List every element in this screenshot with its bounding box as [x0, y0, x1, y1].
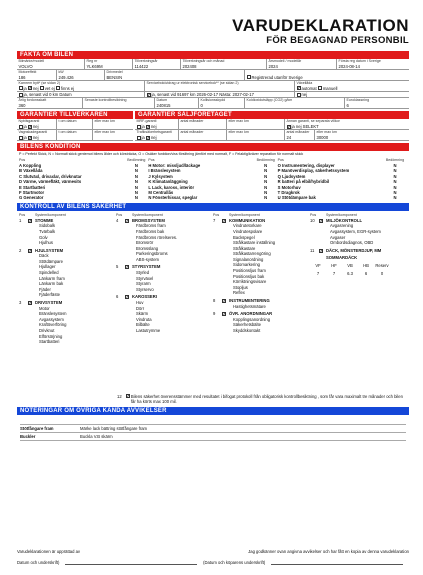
safety-subitem: Huv	[136, 300, 144, 306]
belt-no-checkbox[interactable]: ✔	[28, 86, 32, 91]
safety-subitem: Startbatteri	[39, 339, 60, 345]
safety-group-title: INSTRUMENTERING	[229, 298, 270, 304]
body-warranty-km[interactable]: eller max km	[94, 130, 115, 135]
warranty-manufacturer	[17, 111, 133, 141]
safety-subitem: ABS-system	[136, 256, 160, 262]
safety-group	[310, 248, 407, 254]
condition-value[interactable]: N	[134, 168, 138, 174]
service-yes-checkbox[interactable]: ✔	[147, 92, 151, 97]
section-header-condition: BILENS KONDITION	[17, 143, 409, 151]
safety-subitem: Skärm	[136, 311, 149, 317]
safety-group-checkbox[interactable]: ✔	[320, 218, 323, 223]
safety-group-checkbox[interactable]: ✔	[223, 298, 226, 303]
safety-subitem: Bränslesystem	[39, 311, 67, 317]
safety-group	[116, 218, 213, 263]
safety-subitem: Länkarm bak	[39, 281, 64, 287]
condition-legend: P = Perfekt Skick, N = Normalt skick gentemot bilens ålder och körsträcka, O = Osäker funktion/viss förslitning jämfört med normalt, F = Felaktig/kräver reparation för normalt skick	[19, 152, 304, 157]
condition-item: M Centrallås	[148, 189, 174, 195]
safety-subitem: Vindrutespolare	[233, 228, 263, 234]
safety-subitem: Strålkastare inställning	[233, 240, 276, 246]
safety-subitem: Länkarm fram	[39, 275, 65, 281]
safety-group-checkbox[interactable]: ✔	[29, 218, 32, 223]
declaration-form	[17, 51, 409, 443]
condition-value[interactable]: N	[264, 173, 268, 179]
buyer-approval-label: Jag godkänner ovan angivna avvikelser och har fått en kopia av denna varudeklaration	[248, 549, 409, 554]
safety-group-title: ÖVR. ANORDNINGAR	[229, 311, 273, 317]
condition-item: P Manöverdisplay, säkerhetssystem	[277, 168, 350, 174]
safety-subitem: Kraftöverföring	[39, 322, 67, 328]
safety-subitem: Färdbroms fram	[136, 223, 166, 229]
condition-item: E Startbatteri	[19, 184, 46, 190]
field-timing-belt: Kamrem bytt* (se sidan 2) ja ✔nej vet ej finns ej	[17, 81, 145, 91]
field-kw[interactable]: kW 249.426	[57, 70, 105, 80]
safety-subitem: Färdbroms bak	[136, 228, 165, 234]
registered-abroad-checkbox[interactable]	[247, 75, 251, 79]
safety-group-checkbox[interactable]: ✔	[126, 265, 129, 270]
tire-head: HB	[363, 263, 369, 269]
condition-value[interactable]: N	[264, 179, 268, 185]
safety-group-number: 6	[116, 294, 119, 300]
condition-value[interactable]: N	[264, 195, 268, 201]
tire-depth-heads	[310, 263, 407, 269]
warranty-seller	[135, 111, 409, 141]
field-annual-tax[interactable]: Årlig fordonsskatt 360	[17, 98, 83, 108]
safety-subitem: Drivknut	[39, 328, 55, 334]
safety-subitem: Vindruta	[136, 316, 152, 322]
seller-signature-line[interactable]	[65, 558, 197, 565]
mrf-no-checkbox[interactable]: ✔	[146, 124, 150, 129]
safety-subitem: Strålkastarrengöring	[233, 251, 271, 257]
note-row[interactable]	[20, 417, 406, 425]
condition-item: N Fönsterhissar, speglar	[148, 195, 198, 201]
safety-subitem: Avgassystem, EGR-system	[330, 228, 381, 234]
safety-subitem: Säkerhetsbälte	[233, 322, 261, 328]
new-car-warranty-km[interactable]: eller max km	[94, 119, 115, 124]
tire-depth-values	[310, 271, 407, 277]
safety-note-12	[115, 394, 409, 404]
condition-value[interactable]: N	[393, 168, 397, 174]
safety-subitem: Stopljus	[233, 284, 248, 290]
safety-group-title: STOMME	[35, 217, 54, 223]
safety-subitem: Golv	[39, 234, 48, 240]
safety-group-number: 9	[213, 311, 216, 317]
safety-subitem: Sidomarkering	[233, 262, 260, 268]
safety-group-checkbox[interactable]: ✔	[223, 218, 226, 223]
safety-subitem: Strålkastare	[233, 245, 256, 251]
condition-item: K Klimatanläggning	[148, 179, 188, 185]
buyer-signature-label: (Datum och köparens underskrift)	[203, 560, 266, 565]
condition-value[interactable]: N	[264, 168, 268, 174]
other-warranty-km[interactable]: eller max km 30000	[316, 130, 337, 140]
signature-lines	[17, 558, 409, 568]
body-warranty-cell: Vagnskadegaranti ja ✔nej	[17, 130, 57, 140]
field-collision-protection[interactable]: Kollisionsskydd 0	[199, 98, 245, 108]
traffic-warranty-cell: Trafiksäkerhetsgaranti ja ✔nej	[135, 130, 179, 140]
condition-value[interactable]: N	[134, 173, 138, 179]
fakta-row-3	[17, 81, 409, 92]
condition-item: B Växellåda	[19, 168, 43, 174]
safety-group-title: KAROSSERI	[132, 294, 157, 300]
condition-item: R batteri på elbil/hybridbil	[277, 179, 330, 185]
condition-item: J Kylsystem	[148, 173, 173, 179]
other-warranty-months[interactable]: antal månader 24	[285, 130, 315, 140]
safety-subitem: Bilbälte	[136, 322, 150, 328]
belt-yes-checkbox[interactable]	[19, 86, 23, 90]
condition-grid	[17, 158, 409, 201]
safety-col-header: Pos System/komponent	[310, 212, 357, 217]
belt-changed-checkbox[interactable]	[19, 93, 23, 97]
safety-group-title: DRIVSYSTEM	[35, 300, 63, 306]
warranty-section	[17, 111, 409, 141]
safety-subitem: Skyddskontakt	[233, 328, 261, 334]
other-warranty-checkbox[interactable]: ✔	[287, 124, 291, 129]
section-header-fakta: FAKTA OM BILEN	[17, 51, 409, 59]
safety-subitem: Positionsljus bak	[233, 273, 265, 279]
field-latest-inspection[interactable]: Senaste kontrollbesiktning	[83, 98, 155, 108]
mrf-km[interactable]: eller max km	[227, 119, 285, 129]
traffic-yes-checkbox[interactable]	[137, 136, 141, 140]
safety-group	[19, 248, 116, 298]
safety-subitem: Hjulhus	[39, 240, 53, 246]
safety-subitem: Reflex	[233, 290, 245, 296]
condition-value[interactable]: N	[264, 184, 268, 190]
condition-value[interactable]: N	[134, 179, 138, 185]
mrf-yes-checkbox[interactable]	[137, 125, 141, 129]
section-header-seller-warranty: GARANTIER SÄLJFÖRETAGET	[135, 111, 409, 119]
condition-item: L Lack, kaross, interiör	[148, 184, 195, 190]
safety-subitem: Avgassystem	[39, 316, 64, 322]
safety-subitem: Avgasrening	[330, 223, 354, 229]
condition-item: A Koppling	[19, 163, 42, 168]
safety-group-number: 10	[310, 217, 315, 223]
field-fuel[interactable]: Drivmedel BENSIN	[105, 70, 245, 80]
field-manufacture-month[interactable]: Tillverkningsår och månad 202408	[181, 59, 267, 69]
field-belt-changed-at[interactable]: ja, senast vid 0 km Datum	[17, 92, 145, 97]
safety-group-number: 8	[213, 298, 216, 304]
safety-subitem: Färdbroms rörelseres.	[136, 234, 178, 240]
field-reg-nr[interactable]: Reg nr YLK69M	[85, 59, 133, 69]
safety-subitem: Spindelled	[39, 270, 59, 276]
safety-group-title: KOMMUNIKATION	[229, 217, 266, 223]
tire-head: HF	[331, 263, 337, 269]
document-title: VARUDEKLARATION	[232, 16, 409, 35]
condition-col-1: Pos A Koppling B Växellåda C Slutväxl, drivaxlar, drivknutar D Värme, värmefläkt, värmesits E Startbatteri F Startmotor G Generator Bedömning N N N N N N N	[19, 158, 148, 201]
safety-subitem: Styrarm	[136, 281, 151, 287]
note-row[interactable]: Stötfångare fram Märke lack bättring stötfångare fram	[20, 425, 406, 433]
tire-value[interactable]: 0	[380, 270, 384, 276]
safety-subitem: Styrled	[136, 270, 150, 276]
tire-head: Reserv	[375, 263, 389, 269]
field-make-model[interactable]: Bilmärke/modell VOLVO	[17, 59, 85, 69]
safety-subitem: Fjäder	[39, 286, 51, 292]
condition-value[interactable]: N	[264, 163, 268, 168]
safety-group-number: 11	[310, 247, 315, 253]
safety-group-title: MILJÖKONTROLL	[326, 217, 363, 223]
body-no-checkbox[interactable]: ✔	[28, 135, 32, 140]
tire-head: VF	[315, 263, 321, 269]
notes-list	[17, 415, 409, 443]
safety-group	[116, 294, 213, 333]
condition-item: H Motor: missljud/läckage	[148, 163, 201, 168]
safety-group-number: 1	[19, 217, 22, 223]
safety-col-3	[213, 213, 310, 408]
safety-group	[116, 264, 213, 292]
safety-group-number: 7	[213, 217, 216, 223]
safety-subitem: Parkeringsbroms	[136, 251, 168, 257]
field-co2[interactable]: Koldioxidutsläpp (CO2) g/km	[245, 98, 345, 108]
safety-subitem: Däck	[39, 253, 49, 259]
safety-group-checkbox[interactable]: ✔	[320, 248, 323, 253]
gearbox-manual-checkbox[interactable]	[318, 86, 322, 90]
gearbox-auto-checkbox[interactable]: ✔	[297, 86, 301, 91]
safety-subitem: Elförsörjning	[39, 333, 63, 339]
safety-subitem: Hjullager	[39, 264, 56, 270]
condition-value[interactable]: N	[393, 195, 397, 201]
safety-group-title: STYRSYSTEM	[132, 264, 161, 270]
condition-value[interactable]: N	[264, 189, 268, 195]
safety-col-header: Pos System/komponent	[213, 212, 260, 217]
condition-item: F Startmotor	[19, 189, 45, 195]
condition-item: G Generator	[19, 195, 44, 201]
safety-col-header: Pos System/komponent	[116, 212, 163, 217]
prepared-by-label: Varudeklarationen är upprättad av	[17, 549, 81, 554]
note-row[interactable]: Buckler Buckla V.B skärm	[20, 433, 406, 441]
condition-item: T Dragkrok	[277, 189, 300, 195]
safety-subitem: Vindrutetorkare	[233, 223, 262, 229]
safety-note-text: Bilens säkerhet överensstämmer med resultatet i bifogat protokoll från obligatorisk kontrollbesiktning , som får vara maximalt tre månader och bilen får ha körts max 100 mil.	[130, 393, 403, 404]
safety-group-number: 5	[116, 264, 119, 270]
warranty-new-car-row	[17, 119, 133, 130]
signature-footer	[17, 546, 409, 568]
safety-subitem: Motor	[39, 305, 50, 311]
safety-subitem: Ombordsdiagnos, OBD	[330, 240, 374, 246]
safety-subitem: Styrväxel	[136, 275, 154, 281]
safety-group	[213, 298, 310, 309]
condition-value[interactable]: N	[134, 195, 138, 201]
safety-col-2	[116, 213, 213, 408]
body-yes-checkbox[interactable]	[19, 136, 23, 140]
safety-subitem: Lastutrymme	[136, 328, 161, 334]
safety-group	[310, 218, 407, 246]
field-inspection-date[interactable]: Datum 240815	[155, 98, 199, 108]
condition-col-2: Pos H Motor: missljud/läckage I Bränslesystem J Kylsystem K Klimatanläggning L Lack, kaross, interiör M Centrallås N Fönsterhissar, speglar Bedömning N N N N N N N	[148, 158, 277, 201]
safety-col-4	[310, 213, 407, 408]
other-warranty-cell: Annan garanti, se separata villkor ✔ja nej SELEKT	[286, 119, 340, 129]
tire-value[interactable]: 7	[316, 270, 320, 276]
condition-value[interactable]: N	[393, 173, 397, 179]
condition-col-3: Pos O Instrumentering, displayer P Manöverdisplay, säkerhetssystem Q Ljudsystem R batteri på elbil/hybridbil S Motorhuv T Dragkrok U Stötdämpare bak Bedömning N N N N N N N	[278, 158, 407, 201]
signature-row	[17, 546, 409, 558]
mrf-warranty-cell: MRF-garanti ja ✔nej	[135, 119, 179, 129]
fakta-row-2	[17, 70, 409, 81]
new-car-warranty-date[interactable]: t om datum	[57, 119, 93, 129]
field-first-reg-date[interactable]: Första reg datum i Sverige 2024-08-14	[338, 59, 381, 69]
safety-group-number: 4	[116, 217, 119, 223]
safety-subitem: Bromsslang	[136, 245, 159, 251]
safety-subitem: Positionsljus fram	[233, 268, 266, 274]
safety-subitem: Hastighetsmätare	[233, 303, 266, 309]
condition-item: S Motorhuv	[277, 184, 301, 190]
document-title-block	[232, 16, 409, 47]
field-registered-abroad[interactable]: Registrerad utanför Sverige	[245, 70, 409, 80]
section-header-safety: KONTROLL AV BILENS SÄKERHET	[17, 203, 409, 211]
safety-group-checkbox[interactable]: ✔	[223, 312, 226, 317]
traffic-no-checkbox[interactable]: ✔	[146, 135, 150, 140]
fakta-row-1	[17, 59, 409, 70]
condition-item: C Slutväxl, drivaxlar, drivknutar	[19, 173, 82, 179]
safety-note-number: 12	[117, 393, 122, 399]
condition-item: Q Ljudsystem	[277, 173, 306, 179]
new-car-no-checkbox[interactable]: ✔	[28, 124, 32, 129]
seller-signature-label: Datum och underskrift)	[17, 560, 60, 565]
condition-value[interactable]: N	[134, 189, 138, 195]
safety-group	[19, 300, 116, 345]
document-subtitle: FÖR BEGAGNAD PERSONBIL	[266, 35, 409, 47]
field-service-no[interactable]: nej	[295, 92, 409, 97]
safety-subitem: Backspegel	[233, 234, 255, 240]
field-motor-power[interactable]: Motoreffekt 186	[17, 70, 57, 80]
service-no-checkbox[interactable]	[297, 93, 301, 97]
condition-value[interactable]: N	[393, 179, 397, 185]
new-car-warranty-cell: Nybilsgaranti ja ✔nej	[17, 119, 57, 129]
tire-head: VB	[347, 263, 353, 269]
safety-confirm-checkbox[interactable]: ✔	[126, 393, 130, 398]
safety-group-checkbox[interactable]: ✔	[126, 218, 129, 223]
condition-item: I Bränslesystem	[148, 168, 181, 174]
safety-subitem: Styrservo	[136, 286, 154, 292]
new-car-yes-checkbox[interactable]	[19, 125, 23, 129]
safety-group-title: BROMSSYSTEM	[132, 217, 165, 223]
buyer-signature-line[interactable]	[271, 558, 403, 565]
safety-subitem: Stötdämpare	[39, 258, 63, 264]
field-service-latest[interactable]: ✔ja, senast vid 91697 km 2026-02-17 Nästa: 2027-02-17	[145, 92, 295, 97]
safety-group-checkbox[interactable]: ✔	[126, 295, 129, 300]
summer-tires-label: SOMMARDÄCK	[326, 255, 358, 261]
safety-group-number: 2	[19, 247, 22, 253]
safety-group	[213, 311, 310, 333]
belt-none-checkbox[interactable]	[56, 86, 60, 90]
safety-col-header: Pos System/komponent	[19, 212, 66, 217]
condition-value[interactable]: N	[393, 189, 397, 195]
safety-group	[213, 218, 310, 296]
field-service-book: Servicebok/utdrag ur elektronisk servicebok** (se sidan 2)	[145, 81, 295, 91]
safety-group-title: DÄCK, MÖNSTERDJUP, MM	[326, 247, 382, 253]
condition-value[interactable]: N	[134, 184, 138, 190]
condition-value[interactable]: N	[393, 163, 397, 168]
condition-item: D Värme, värmefläkt, värmesits	[19, 179, 82, 185]
safety-grid	[17, 211, 409, 408]
safety-group	[19, 218, 116, 246]
warranty-traffic-row	[135, 130, 409, 141]
condition-value[interactable]: N	[393, 184, 397, 190]
safety-group-title: HJULSYSTEM	[35, 247, 64, 253]
safety-subitem: Tvärbalk	[39, 228, 56, 234]
safety-subitem: Kopplingsanordning	[233, 316, 271, 322]
condition-value[interactable]: N	[134, 163, 138, 168]
safety-subitem: Sidobalk	[39, 223, 56, 229]
safety-group-checkbox[interactable]: ✔	[29, 248, 32, 253]
tire-value[interactable]: 7	[332, 270, 336, 276]
safety-subitem: Fjäderfäste	[39, 292, 60, 298]
fakta-row-5	[17, 98, 409, 109]
section-header-notes: NOTERINGAR OM ÖVRIGA KÄNDA AVVIKELSER	[17, 407, 409, 415]
safety-group-number: 3	[19, 300, 22, 306]
belt-unknown-checkbox[interactable]	[40, 86, 44, 90]
body-warranty-date[interactable]: t om datum	[57, 130, 93, 140]
field-euro-class[interactable]: Euroklassning 6	[346, 98, 370, 108]
safety-subitem: Körriktningsvisare	[233, 279, 267, 285]
field-manufacture-year[interactable]: Tillverkningsår 114422	[133, 59, 181, 69]
safety-subitem: Dörr	[136, 305, 145, 311]
safety-subitem: Bromsrör	[136, 240, 154, 246]
safety-col-1	[19, 213, 116, 408]
section-header-manufacturer-warranty: GARANTIER TILLVERKAREN	[17, 111, 133, 119]
safety-subitem: Signalanordning	[233, 256, 264, 262]
condition-item: O Instrumentering, displayer	[277, 163, 335, 168]
warranty-mrf-row	[135, 119, 409, 130]
safety-group-checkbox[interactable]: ✔	[29, 300, 32, 305]
condition-item: U Stötdämpare bak	[277, 195, 316, 201]
field-model-year[interactable]: Årsmodell / modellår 2024	[267, 59, 337, 69]
safety-subitem: Avgaser	[330, 234, 346, 240]
traffic-months[interactable]: antal månader	[179, 130, 227, 140]
warranty-body-row	[17, 130, 133, 141]
tire-value[interactable]: 6	[364, 270, 368, 276]
tire-value[interactable]: 6.3	[347, 270, 353, 276]
mrf-months[interactable]: antal månader	[179, 119, 227, 129]
field-gearbox: Växellåda ✔automat manuell	[296, 80, 338, 91]
traffic-km[interactable]: eller max km	[227, 130, 285, 140]
